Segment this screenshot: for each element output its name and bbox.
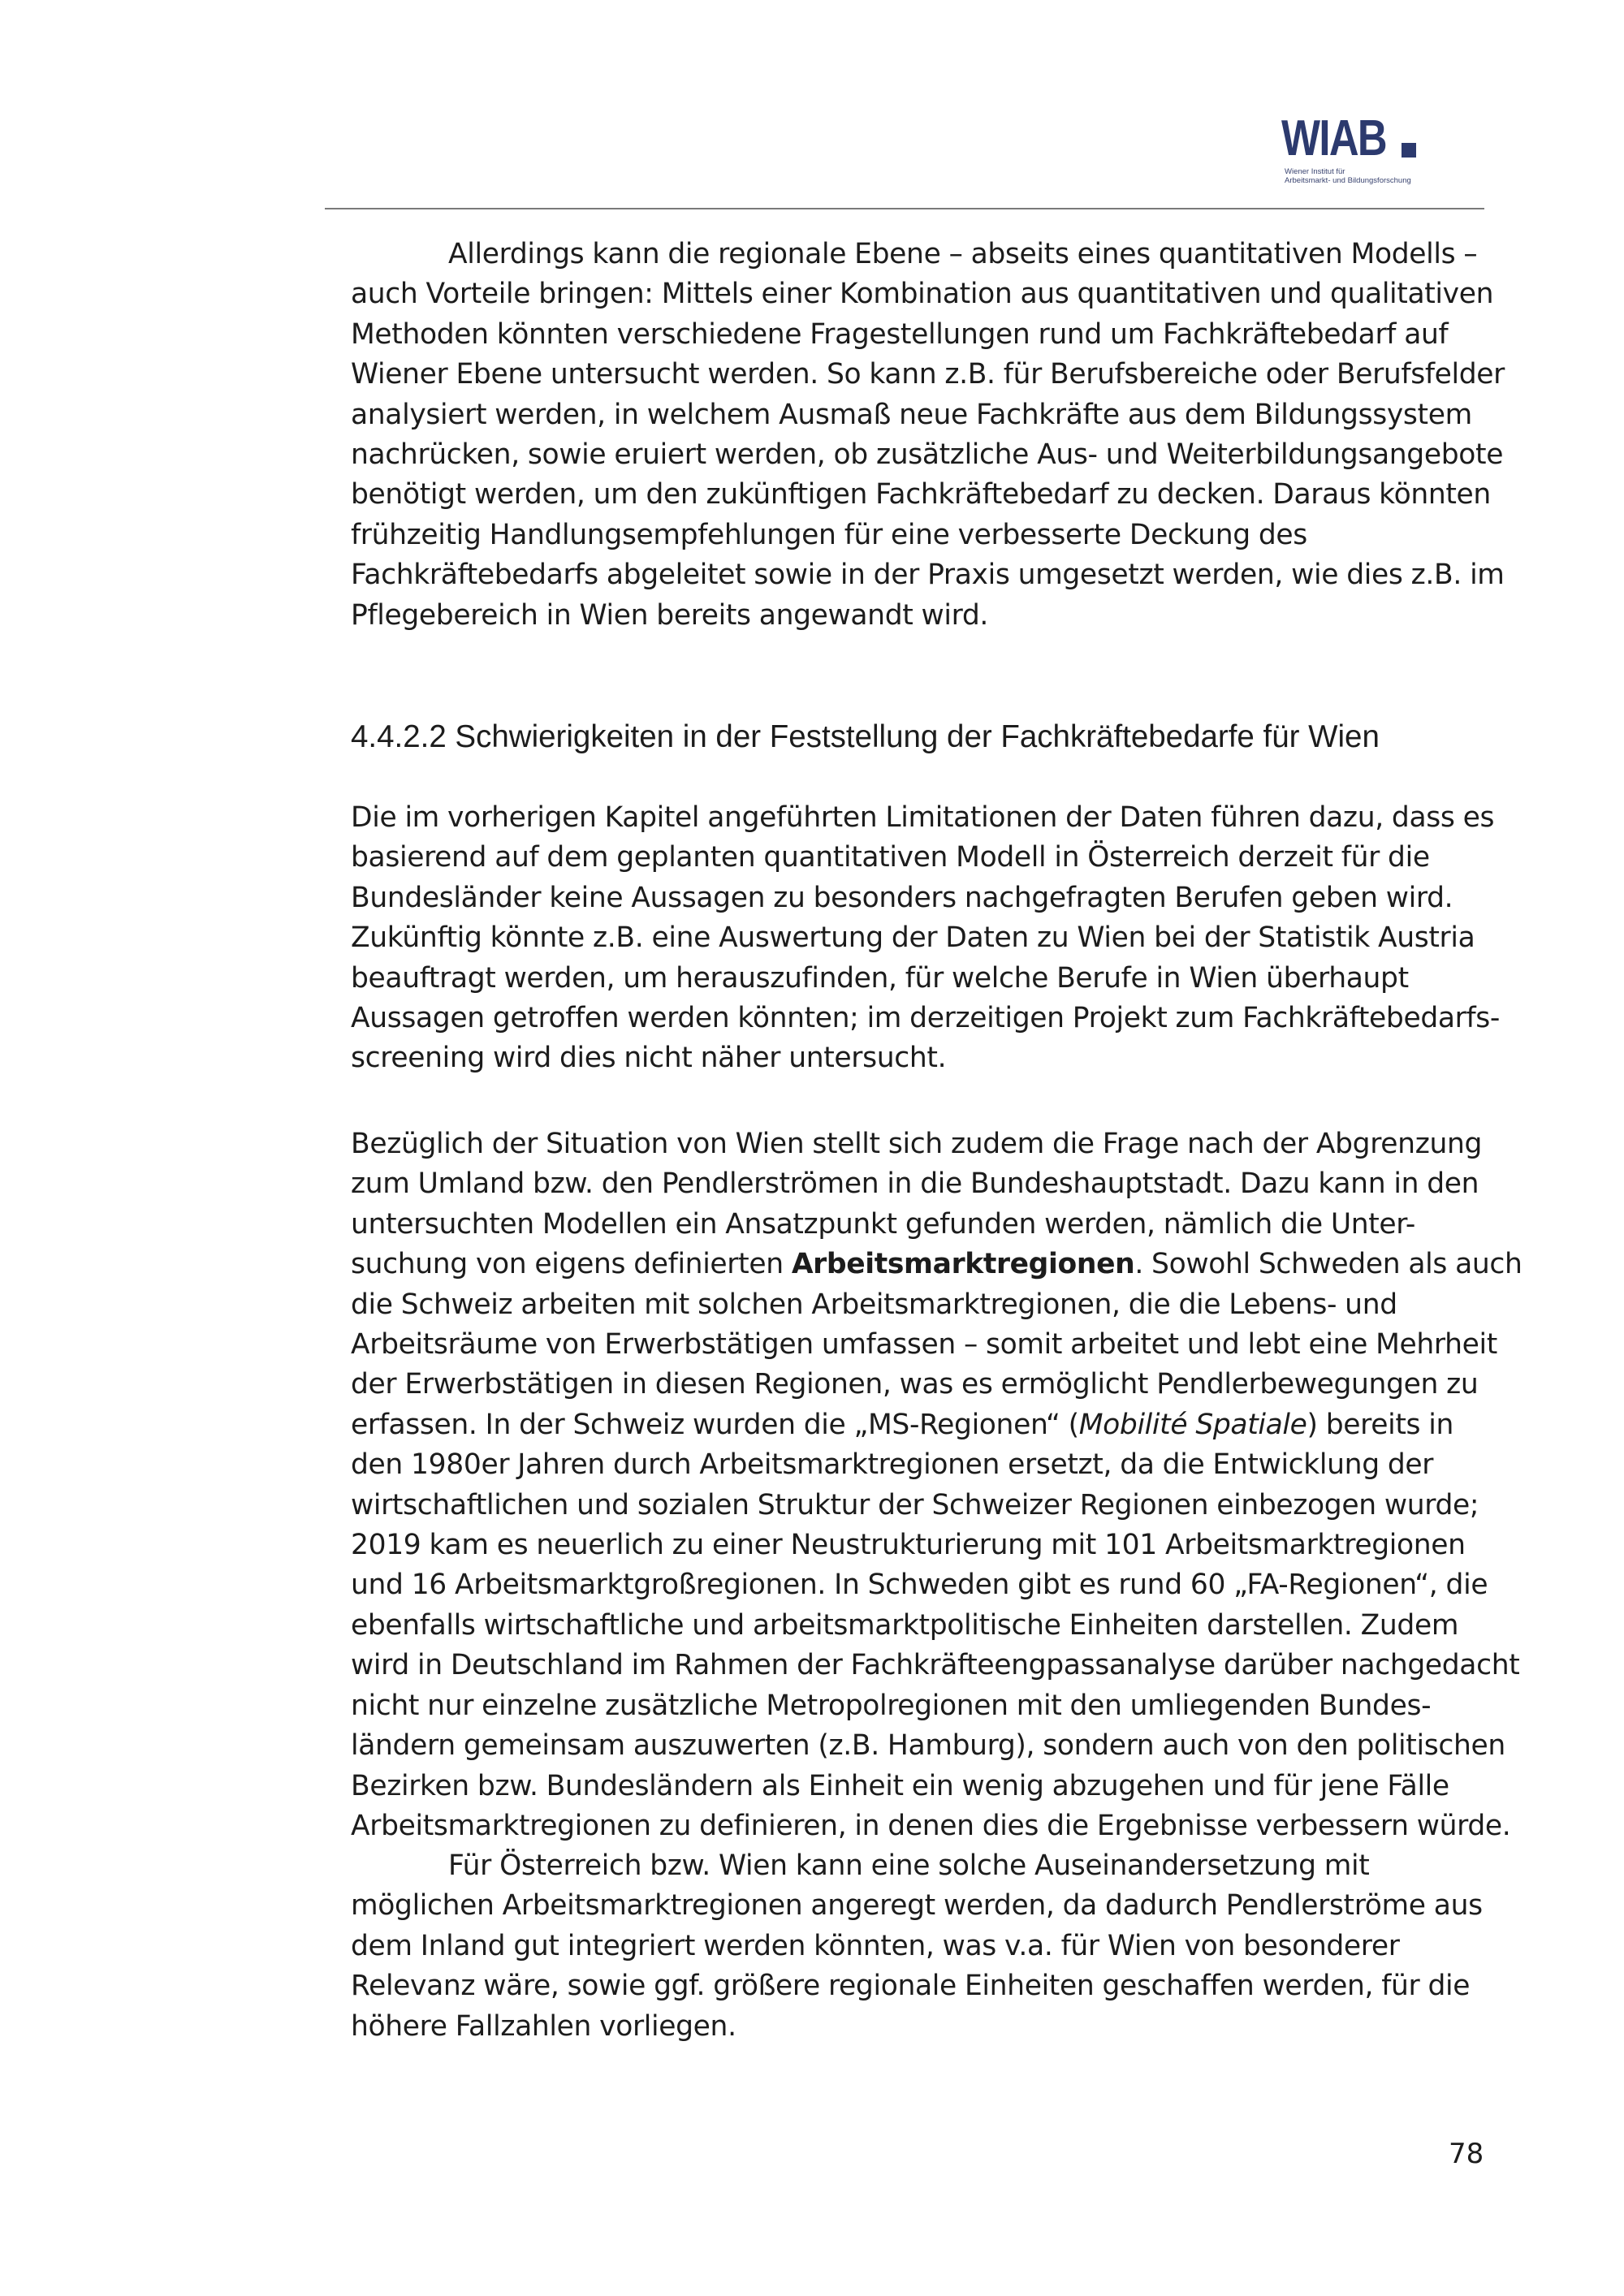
header-divider [325, 208, 1484, 209]
logo-subtitle [1285, 167, 1411, 185]
text-line: frühzeitig Handlungsempfehlungen für eine verbesserte Deckung des [351, 518, 1307, 551]
text-line: screening wird dies nicht näher untersucht. [351, 1042, 947, 1075]
text-line: den 1980er Jahren durch Arbeitsmarktregionen ersetzt, da die Entwicklung der [351, 1448, 1434, 1482]
paragraph-1 [351, 235, 1505, 636]
text-line [351, 1405, 1488, 1445]
text-line: Zukünftig könnte z.B. eine Auswertung der Daten zu Wien bei der Statistik Austria [351, 921, 1475, 955]
wiab-logo [1281, 110, 1427, 187]
text-line: Wiener Ebene untersucht werden. So kann z.B. für Berufsbereiche oder Berufsfelder [351, 358, 1505, 391]
text-run: . Sowohl Schweden als auch [1134, 1248, 1522, 1281]
text-line: Aussagen getroffen werden könnten; im derzeitigen Projekt zum Fachkräftebedarfs- [351, 1002, 1501, 1035]
text-line: Fachkräftebedarfs abgeleitet sowie in der Praxis umgesetzt werden, wie dies z.B. im [351, 559, 1505, 592]
logo-square-icon [1402, 143, 1416, 158]
text-line: möglichen Arbeitsmarktregionen angeregt werden, da dadurch Pendlerströme aus [351, 1889, 1483, 1923]
text-line: ebenfalls wirtschaftliche und arbeitsmarktpolitische Einheiten darstellen. Zudem [351, 1608, 1459, 1642]
text-line: nicht nur einzelne zusätzliche Metropolregionen mit den umliegenden Bundes- [351, 1689, 1432, 1722]
text-run: suchung von eigens definierten [351, 1248, 792, 1281]
text-line: beauftragt werden, um herauszufinden, für welche Berufe in Wien überhaupt [351, 961, 1409, 995]
text-line: wirtschaftlichen und sozialen Struktur der Schweizer Regionen einbezogen wurde; [351, 1488, 1479, 1521]
logo-subtitle-line: Arbeitsmarkt- und Bildungsforschung [1285, 176, 1411, 185]
text-line: Die im vorherigen Kapitel angeführten Limitationen der Daten führen dazu, dass es [351, 801, 1495, 834]
paragraph-3 [351, 1124, 1522, 1846]
text-line: Für Österreich bzw. Wien kann eine solche Auseinandersetzung mit [448, 1849, 1370, 1882]
text-line: benötigt werden, um den zukünftigen Fachkräftebedarf zu decken. Daraus könnten [351, 478, 1491, 511]
text-line: nachrücken, sowie eruiert werden, ob zusätzliche Aus- und Weiterbildungsangebote [351, 438, 1504, 472]
text-line: Allerdings kann die regionale Ebene – abseits eines quantitativen Modells – [448, 238, 1478, 270]
text-line: wird in Deutschland im Rahmen der Fachkräfteengpassanalyse darüber nachgedacht [351, 1649, 1520, 1682]
section-heading: 4.4.2.2 Schwierigkeiten in der Feststellung der Fachkräftebedarfe für Wien [351, 719, 1380, 754]
text-line [351, 1245, 1522, 1284]
page-number: 78 [1449, 2138, 1484, 2170]
text-run: erfassen. In der Schweiz wurden die „MS-Regionen“ ( [351, 1408, 1079, 1441]
text-line: zum Umland bzw. den Pendlerströmen in die Bundeshauptstadt. Dazu kann in den [351, 1167, 1479, 1201]
logo-wordmark: WIAB [1281, 110, 1386, 166]
text-line: basierend auf dem geplanten quantitativen Modell in Österreich derzeit für die [351, 841, 1430, 874]
logo-subtitle-line: Wiener Institut für [1285, 167, 1345, 176]
text-line: Bundesländer keine Aussagen zu besonders nachgefragten Berufen geben wird. [351, 881, 1453, 914]
text-line: Arbeitsmarktregionen zu definieren, in denen dies die Ergebnisse verbessern würde. [351, 1809, 1511, 1842]
text-run: ) bereits in [1307, 1408, 1454, 1441]
text-line: Pflegebereich in Wien bereits angewandt wird. [351, 598, 989, 632]
text-line: Bezirken bzw. Bundesländern als Einheit ein wenig abzugehen und für jene Fälle [351, 1769, 1449, 1802]
paragraph-2 [351, 798, 1501, 1079]
text-line: Arbeitsräume von Erwerbstätigen umfassen – somit arbeitet und lebt eine Mehrheit [351, 1328, 1497, 1362]
text-line: auch Vorteile bringen: Mittels einer Kombination aus quantitativen und qualitativen [351, 278, 1494, 311]
text-line: und 16 Arbeitsmarktgroßregionen. In Schweden gibt es rund 60 „FA-Regionen“, die [351, 1569, 1488, 1602]
text-line: analysiert werden, in welchem Ausmaß neue Fachkräfte aus dem Bildungssystem [351, 398, 1472, 431]
text-line: 2019 kam es neuerlich zu einer Neustrukturierung mit 101 Arbeitsmarktregionen [351, 1529, 1466, 1562]
text-line: höhere Fallzahlen vorliegen. [351, 2009, 736, 2043]
text-line: Methoden könnten verschiedene Fragestellungen rund um Fachkräftebedarf auf [351, 317, 1449, 351]
bold-term: Arbeitsmarktregionen [791, 1248, 1135, 1281]
paragraph-4 [351, 1846, 1488, 2047]
text-line: ländern gemeinsam auszuwerten (z.B. Hamburg), sondern auch von den politischen [351, 1729, 1505, 1763]
text-line: Bezüglich der Situation von Wien stellt sich zudem die Frage nach der Abgrenzung [351, 1128, 1483, 1160]
italic-term: Mobilité Spatiale [1078, 1408, 1307, 1441]
text-line: Relevanz wäre, sowie ggf. größere regionale Einheiten geschaffen werden, für die [351, 1970, 1471, 2003]
text-line: die Schweiz arbeiten mit solchen Arbeitsmarktregionen, die die Lebens- und [351, 1288, 1397, 1321]
text-line: dem Inland gut integriert werden könnten, was v.a. für Wien von besonderer [351, 1929, 1400, 1962]
text-line: der Erwerbstätigen in diesen Regionen, was es ermöglicht Pendlerbewegungen zu [351, 1368, 1479, 1401]
text-line: untersuchten Modellen ein Ansatzpunkt gefunden werden, nämlich die Unter- [351, 1207, 1416, 1241]
